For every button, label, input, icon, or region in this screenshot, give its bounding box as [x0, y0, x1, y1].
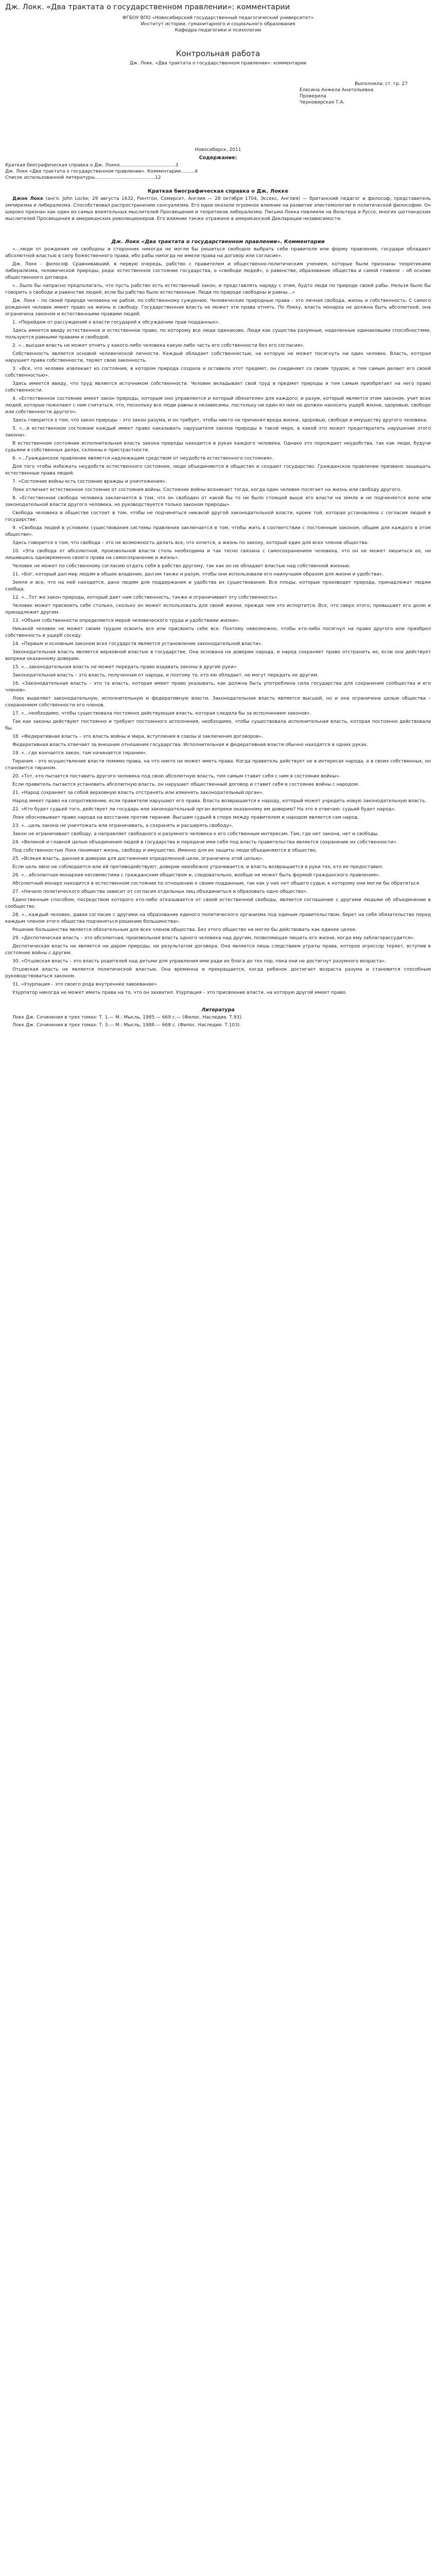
paragraph-text: Здесь говорится о том, что свобода – это не возможность делать все, что хочется, а жизнь по закону, который един для всех членов общества. [12, 540, 369, 546]
body-paragraph [5, 758, 431, 772]
author-line: Выполнила: ст. гр. 27 [355, 81, 408, 87]
paragraph-text: Если правитель пытается установить абсолютную власть, он нарушает общественный договор и ставит себя в состояние войны с народом. [12, 782, 359, 787]
paragraph-text: Народ имеет право на сопротивление, если правители нарушают его права. Власть возвращается к народу, который может учредить новую законодательную власть. [12, 799, 427, 804]
body-paragraph [5, 328, 431, 341]
document [0, 0, 436, 1050]
city-year: Новосибирск, 2011 [195, 147, 241, 152]
body-paragraph [5, 563, 431, 570]
paragraph-text: 8. «Естественная свобода человека заключается в том, что он свободен от какой бы то ни было стоящей выше его власти на земле и не подчиняется воле или законодательной власти другого человека, но руководствуется только законом природы». [5, 496, 431, 507]
toc-row: Список использованной литературы…………………………………12 [5, 175, 161, 180]
paragraph-text: 1. «Перейдем от рассуждений о власти государей к обсуждению прав подданных». [12, 320, 220, 325]
paragraph-text: Законодательная власть является верховной властью в государстве. Она основана на доверии народа, и народ сохраняет право отстранить ее, если она действует вопреки оказанному доверию. [5, 650, 431, 662]
body-paragraph [5, 935, 431, 942]
paragraph-text: В естественном состоянии исполнительная власть закона природы находится в руках каждого человека. Однако это порождает неудобства, так как люди, будучи судьями в собственных делах, склонны к пристрастности. [5, 441, 431, 453]
body-paragraph [5, 742, 431, 749]
body-paragraph [5, 719, 431, 732]
body-paragraph [5, 872, 431, 879]
body-paragraph [5, 396, 431, 416]
paragraph-text: 17. «…необходимо, чтобы существовала постоянно действующая власть, которая следила бы за исполнением законов». [12, 711, 311, 716]
paragraph-text: Земля и все, что на ней находится, дано людям для поддержания и удобства их существования. Все плоды, которые производит природа, принадлежат людям сообща. [5, 580, 431, 592]
paragraph-text: Локк обосновывает право народа на восстание против тирании. Высшим судьей в споре между правителем и народом является сам народ. [12, 815, 359, 820]
literature-item: Локк Дж. Сочинения в трех томах: Т. 3.— М.: Мысль, 1988.— 668 с. (Филос. Наследие. Т.103). [12, 1023, 241, 1028]
paragraph-text: 29. «Деспотическая власть – это абсолютная, произвольная власть одного человека над другим, позволяющая лишить его жизни, когда ему заблагорассудится». [12, 936, 415, 941]
body-paragraph [5, 464, 431, 477]
body-paragraph [5, 880, 431, 887]
body-paragraph [5, 603, 431, 616]
body-paragraph [5, 912, 431, 925]
body-paragraph [5, 790, 431, 796]
literature [5, 1007, 431, 1029]
body-paragraph [5, 831, 431, 838]
paragraph-text: 11. «Бог, который дал мир людям в общее владение, дал им также и разум, чтобы они использовали его наилучшим образом для жизни и удобства». [12, 572, 384, 577]
paragraph-text: Локк выделяет законодательную, исполнительную и федеративную власти. Законодательная власть является высшей, но и она ограничена целью общества – сохранением собственности его членов. [5, 696, 431, 708]
body-paragraph [5, 734, 431, 740]
paragraph-text: 7. «Состояние войны есть состояние вражды и уничтожения». [12, 479, 167, 484]
body-paragraph [5, 196, 431, 223]
paragraph-text: Локк отличает естественное состояние от состояния войны. Состояние войны возникает тогда, когда один человек посягает на жизнь или свободу другого. [12, 487, 402, 493]
paragraph-text: Федеративная власть отвечает за внешние отношения государства. Исполнительная и федеративная власти обычно находятся в одних руках. [12, 742, 368, 748]
paragraph-text: 3. «Все, что человек извлекает из состояния, в котором природа создала и оставила этот предмет, он соединяет со своим трудом, и тем самым делает его своей собственностью». [5, 366, 431, 378]
body-paragraph [5, 381, 431, 394]
bold-lead: Джон Локк [12, 196, 44, 201]
body-paragraph [5, 479, 431, 485]
body-paragraph [5, 815, 431, 821]
toc-row: Дж. Локк «Два трактата о государственном правлении». Комментарии………4 [5, 169, 198, 174]
body-paragraph [5, 943, 431, 957]
paragraph-text: «…Было бы напрасно предполагать, что пусть рабство есть естественный закон, и представлять наряду с этим, будто люди по природе своей рабы. Нельзя было бы говорить о свободе и равенстве людей, если бы рабство было естественным. Люди по природе свободны и равны…» [5, 283, 431, 295]
paragraph-text: 14. «Первым и основным законом всех государств является установление законодательной власти». [12, 641, 263, 647]
body-paragraph [5, 710, 431, 717]
body-paragraph [5, 664, 431, 671]
paragraph-text: Свобода человека в обществе состоит в том, чтобы не подчиняться никакой другой законодательной власти, кроме той, которая установлена с согласия людей в государстве. [5, 511, 431, 522]
body-paragraph [5, 495, 431, 509]
title-line-institute: Институт истории, гуманитарного и социального образования [141, 22, 295, 27]
paragraph-text: 19. «…где кончается закон, там начинается тирания». [12, 751, 147, 756]
body-paragraph [5, 823, 431, 829]
title-page [5, 15, 431, 153]
body-paragraph [5, 246, 431, 260]
body-paragraph [5, 990, 431, 996]
body-paragraph [5, 426, 431, 439]
author-block [300, 81, 423, 106]
body-paragraph [5, 856, 431, 862]
body-paragraph [5, 750, 431, 757]
paragraph-text: Никакой человек не может своим трудом освоить все или присвоить себе все. Поэтому невозможно, чтобы кто-либо посягнул на право другого или приобрел собственность в ущерб соседу. [5, 626, 431, 638]
body-paragraph [5, 540, 431, 547]
paragraph-text: 26. «…абсолютная монархия несовместима с гражданским обществом и, следовательно, вообще не может быть формой гражданского правления». [12, 873, 380, 878]
paragraph-text: Единственным способом, посредством которого кто-либо отказывается от своей естественной свободы, является соглашение с другими людьми об объединении в сообщество. [5, 897, 431, 909]
paragraph-text: Так как законы действуют постоянно и требуют постоянного исполнения, необходимо, чтобы существовала исполнительная власть, которая постоянно действовала бы. [5, 719, 431, 731]
work-title: Контрольная работа [176, 49, 260, 58]
paragraph-text: 31. «Узурпация – это своего рода внутреннее завоевание». [12, 982, 159, 987]
body-paragraph [5, 525, 431, 538]
body-paragraph [5, 848, 431, 854]
body-paragraph [5, 681, 431, 694]
body-paragraph [5, 782, 431, 788]
body-paragraph [5, 351, 431, 364]
paragraph-text: Абсолютный монарх находится в естественном состоянии по отношению к своим подданным, так как у них нет общего судьи, к которому они могли бы обратиться. [12, 881, 421, 886]
paragraph-text: 21. «Народ сохраняет за собой верховную власть отстранять или изменять законодательный орган». [12, 790, 264, 795]
body-paragraph [5, 571, 431, 578]
paragraph-text: 30. «Отцовская власть – это власть родителей над детьми для управления ими ради их блага до тех пор, пока они не достигнут разумного возраста». [12, 959, 387, 964]
author-line: Черновирская Т.А. [300, 100, 345, 105]
paragraph-text: 4. «Естественное состояние имеет закон природы, которым оно управляется и который обязателен для каждого; и разум, который является этим законом, учит всех людей, которые пожелают с ним считаться, что, поскольку все люди равны и независимы, постольку ни один из них не должен наносить ущерб жизни, здоровью, свободе или собственности другого». [5, 396, 431, 415]
paragraph-text: 16. «Законодательная власть – это та власть, которая имеет право указывать, как должна быть употреблена сила государства для сохранения сообщества и его членов». [5, 681, 431, 693]
body-paragraph [5, 806, 431, 813]
body-paragraph [5, 440, 431, 454]
body-paragraph [5, 798, 431, 805]
body-paragraph [5, 595, 431, 601]
paragraph-text: 25. «Всякая власть, данная в доверии для достижения определенной цели, ограничена этой целью». [12, 856, 264, 861]
literature-item: Локк Дж. Сочинения в трех томах: Т. 1.— М.: Мысль, 1985.— 669 с.— (Филос. Наследие. Т.93). [12, 1015, 243, 1020]
paragraph-text: 12. «…Тот же закон природы, который дает нам собственность, также и ограничивает эту собственность». [12, 595, 278, 600]
paragraph-text: 13. «Объем собственности определяется мерой человеческого труда и удобствами жизни». [12, 618, 240, 623]
body-paragraph [5, 958, 431, 965]
body-paragraph [5, 298, 431, 318]
paragraph-text: Решение большинства является обязательным для всех членов общества. Без этого общество не могло бы действовать как единое целое. [12, 927, 357, 933]
paragraph-text: Здесь имеется ввиду естественное и естественное право, по которому все люди одинаково. Люди как существа разумные, наделенные одинаковыми способностями, пользуются равными правами и свободой. [5, 328, 431, 340]
body-paragraph [5, 548, 431, 562]
body-paragraph [5, 981, 431, 988]
body-paragraph [5, 641, 431, 648]
paragraph-text: 2. «…высшая власть не может отнять у какого-либо человека какую-либо часть его собственности без его согласия». [12, 343, 305, 348]
paragraph-text: 23. «…цель закона не уничтожать или ограничивать, а сохранять и расширять свободу». [12, 823, 234, 828]
section [5, 188, 431, 223]
paragraph-text: 5. «…в естественном состоянии каждый имеет право наказывать нарушителя закона природы в такой мере, в какой это может предотвратить нарушение этого закона». [5, 426, 431, 438]
paragraph-text: Собственность является основой человеческой личности. Каждый обладает собственностью, на которую не может посягнуть ни один человек. Власть, которая нарушает права собственности, теряет свою законность. [5, 351, 431, 363]
paragraph-text: Деспотическая власть не является ни даром природы, ни результатом договора. Она является лишь следствием утраты права, которое агрессор теряет, вступив в состояние войны с другим. [5, 944, 431, 956]
page-title: Дж. Локк. «Два трактата о государственном правлении»: комментарии [5, 3, 290, 11]
work-subtitle: Дж. Локк. «Два трактата о государственном правлении»: комментарии [129, 61, 307, 66]
paragraph-text: Здесь говорится о том, что закон природы – это закон разума, и он требует, чтобы никто не причинял вреда жизни, здоровью, свободе и имуществу другого человека. [12, 418, 428, 423]
paragraph-text: Человек не может по собственному согласию отдать себя в рабство другому, так как он не обладает властью над собственной жизнью. [12, 564, 351, 569]
paragraph-text: 10. «Эта свобода от абсолютной, произвольной власти столь необходима и так тесно связана с самосохранением человека, что он не может лишиться ее, не лишившись одновременно своего права на самосохранение и жизнь». [5, 549, 431, 561]
title-line-department: Кафедра педагогики и психологии [175, 28, 261, 33]
body-paragraph [5, 510, 431, 523]
section-title: Дж. Локк «Два трактата о государственном правлении». Комментарии [111, 239, 325, 245]
body-paragraph [5, 649, 431, 663]
body-paragraph [5, 897, 431, 910]
body-paragraph [5, 580, 431, 593]
body-paragraph [5, 672, 431, 679]
paragraph-text: (англ. John Locke; 29 августа 1632, Ринтгон, Сомерсет, Англия — 28 октября 1704, Эссекс, Англия) — британский педагог и философ, представитель эмпиризма и либерализма. Способствовал распространению сенсуализма. Его идеи оказали огромное влияние на развитие эпистемологии и политической философии. Он широко признан как один из самых влиятельных мыслителей Просвещения и теоретиков либерализма. Письма Локка повлияли на Вольтера и Руссо, многих шотландских мыслителей Просвещения и американских революционеров. Его влияние также отражено в американской Декларации независимости. [5, 196, 431, 222]
body-paragraph [5, 366, 431, 379]
paragraph-text: 22. «Кто будет судьей того, действует ли государь или законодательный орган вопреки оказанному им доверию? На это я отвечаю: судьей будет народ». [12, 807, 396, 812]
body-paragraph [5, 773, 431, 780]
paragraph-text: 6. «…Гражданское правление является надлежащим средством от неудобств естественного состояния». [12, 456, 274, 461]
document-sections [5, 188, 431, 996]
body-paragraph [5, 455, 431, 462]
paragraph-text: Под собственностью Локк понимает жизнь, свободу и имущество. Именно для их защиты люди объединяются в общество. [12, 848, 318, 853]
paragraph-text: 24. «Великой и главной целью объединения людей в государства и передачи ими себя под власть правительства является сохранение их собственности». [12, 840, 398, 845]
section-title: Краткая биографическая справка о Дж. Локке [147, 189, 289, 194]
paragraph-text: 27. «Начало политического общества зависит от согласия отдельных лиц объединиться и образовать одно общество». [12, 889, 308, 894]
author-line: Елесина Анжела Анатольевна [300, 88, 374, 93]
body-paragraph [5, 343, 431, 349]
paragraph-text: 15. «…законодательная власть не может передать право издавать законы в другие руки». [12, 665, 238, 670]
paragraph-text: Дж. Локк – философ. Сравнивавший, в первую очередь, рабство с правителем и общественно-политическим учением, которые были признаны теоретиками либерализма, человеческой природы, рода: естественное состояние государства, о «свободе людей», о равенстве, образование общества и самой главное – об основе общественного договора. [5, 262, 431, 280]
body-paragraph [5, 487, 431, 494]
body-paragraph [5, 696, 431, 709]
body-paragraph [5, 319, 431, 326]
body-paragraph [5, 864, 431, 871]
section [5, 224, 431, 996]
toc-heading: Содержание: [199, 155, 237, 161]
paragraph-text: Человек может присвоить себе столько, сколько он может использовать для своей жизни, прежде чем это испортится. Все, что сверх этого, превышает его долю и принадлежит другим. [5, 603, 431, 615]
paragraph-text: 9. «Свобода людей в условиях существования системы правления заключается в том, чтобы жить в соответствии с постоянным законом, общим для каждого в этом обществе». [5, 526, 431, 537]
body-paragraph [5, 283, 431, 296]
paragraph-text: Если цель явно не соблюдается или ей противодействуют, доверие неизбежно утрачивается, и власть возвращается в руки тех, кто ее предоставил. [12, 865, 383, 870]
author-line: Проверила [300, 94, 326, 99]
paragraph-text: 28. «…каждый человек, давая согласие с другими на образование единого политического организма под единым правительством, берет на себя обязательство перед каждым членом этого общества подчиняться решению большинства». [5, 912, 431, 924]
body-paragraph [5, 839, 431, 846]
paragraph-text: 18. «Федеративная власть – это власть войны и мира, вступления в союзы и заключения договоров». [12, 734, 263, 739]
paragraph-text: Для того чтобы избежать неудобств естественного состояния, люди объединяются в общество и создают государство. Гражданское правление призвано защищать естественные права людей. [5, 464, 431, 476]
body-paragraph [5, 261, 431, 281]
body-paragraph [5, 889, 431, 895]
table-of-contents [5, 155, 431, 181]
paragraph-text: Тирания – это осуществление власти помимо права, на что никто не может иметь права. Когда правитель действует не в интересах народа, а в своих собственных, он становится тираном. [5, 759, 431, 771]
paragraph-text: Отцовская власть не является политической властью. Она временна и прекращается, когда ребенок достигает возраста разума и становится способным руководствоваться законом. [5, 967, 431, 979]
paragraph-text: 20. «Тот, кто пытается поставить другого человека под свою абсолютную власть, тем самым ставит себя с ним в состояние войны». [12, 774, 341, 779]
paragraph-text: «…люди от рождения не свободны и сторонник никогда не могли бы решиться свободно выбрать себе правителя или форму правления, государи обладают абсолютной властью в силу божественного права, ибо рабы никогда не имели права на договор или согласие». [5, 247, 431, 259]
body-paragraph [5, 618, 431, 624]
body-paragraph [5, 927, 431, 934]
body-paragraph [5, 967, 431, 980]
literature-heading: Литература [201, 1007, 235, 1013]
paragraph-text: Закон не ограничивает свободу, а направляет свободного и разумного человека к его собственным интересам. Там, где нет закона, нет и свободы. [12, 832, 379, 837]
paragraph-text: Здесь имеется ввиду, что труд является источником собственности. Человек вкладывает свой труд в предмет природы и тем самым приобретает на него право собственности. [5, 381, 431, 393]
title-line-university: ФГБОУ ВПО «Новосибирский государственный педагогический университет» [122, 15, 314, 21]
toc-row: Краткая биографическая справка о Дж. Локке………………………………3 [5, 163, 179, 168]
paragraph-text: Законодательная власть – это власть, полученная от народа, и поэтому те, кто ею обладает, не могут передать ее другим. [12, 673, 319, 678]
paragraph-text: Узурпатор никогда не может иметь права на то, что он захватил. Узурпация – это присвоение власти, на которую другой имеет право. [12, 990, 347, 995]
paragraph-text: Дж. Локк – по своей природе человека не рабом, по собственному суждению. Человеческие природные права – это личная свобода, жизнь и собственность. С самого рождения человек имеет право на жизнь и свободу. Государственная власть не может эти права отнять. По Локку, власть монарха не должна быть абсолютной, она ограничена законом и естественными правами людей. [5, 298, 431, 317]
body-paragraph [5, 417, 431, 424]
body-paragraph [5, 626, 431, 639]
